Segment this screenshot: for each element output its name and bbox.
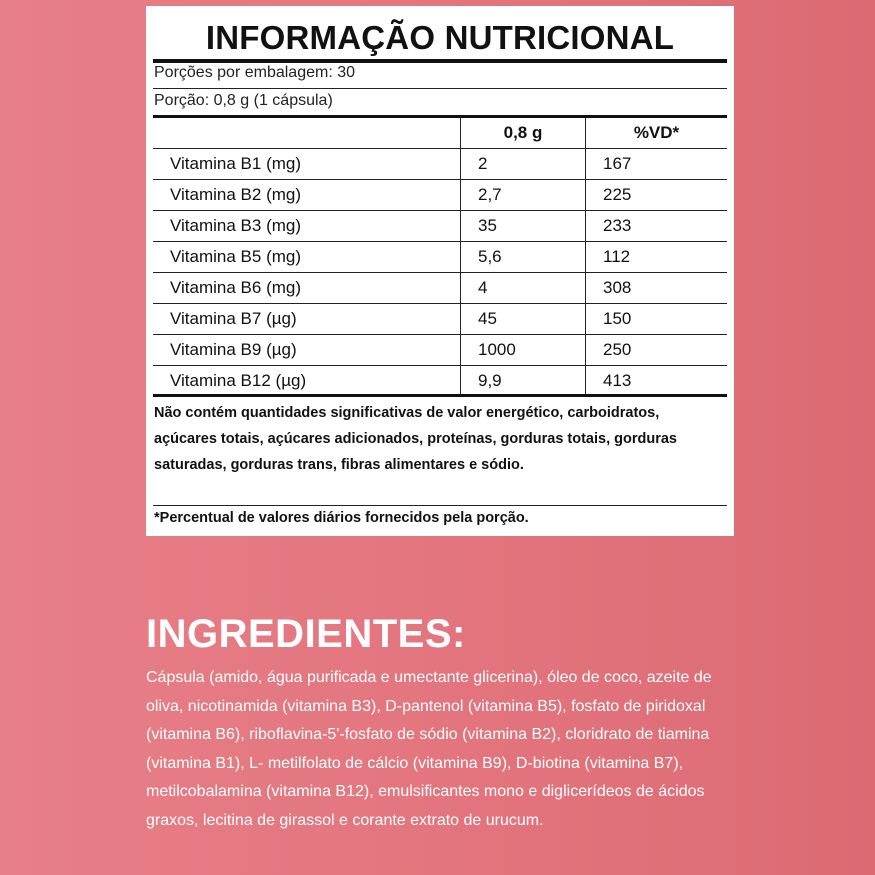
nutrient-amount: 2 (461, 149, 586, 180)
table-row (153, 335, 727, 366)
nutrient-amount: 45 (461, 304, 586, 335)
nutrient-name: Vitamina B7 (µg) (153, 304, 461, 335)
nonsignificant-note: Não contém quantidades significativas de valor energético, carboidratos, açúcares totais, açúcares adicionados, proteínas, gorduras totais, gorduras saturadas, gorduras trans, fibras alimentares e sódio. (154, 405, 677, 473)
nutrient-name: Vitamina B1 (mg) (153, 149, 461, 180)
servings-rule (153, 88, 727, 89)
nutrient-amount: 1000 (461, 335, 586, 366)
table-row (153, 180, 727, 211)
nutrient-vd: 150 (586, 304, 728, 335)
nutrition-table (153, 118, 727, 396)
header-nutrient (153, 118, 461, 149)
table-row (153, 242, 727, 273)
table-row (153, 366, 727, 397)
ingredients-title: INGREDIENTES: (146, 612, 466, 656)
footnote: *Percentual de valores diários fornecidos pela porção. (154, 510, 529, 526)
nutrient-name: Vitamina B9 (µg) (153, 335, 461, 366)
table-row (153, 149, 727, 180)
nutrient-amount: 35 (461, 211, 586, 242)
nutrient-vd: 225 (586, 180, 728, 211)
serving-size: Porção: 0,8 g (1 cápsula) (154, 92, 333, 109)
nutrient-amount: 5,6 (461, 242, 586, 273)
header-amount: 0,8 g (461, 118, 586, 149)
nutrient-amount: 9,9 (461, 366, 586, 397)
nutrient-name: Vitamina B5 (mg) (153, 242, 461, 273)
table-row (153, 304, 727, 335)
table-row (153, 273, 727, 304)
nutrient-amount: 2,7 (461, 180, 586, 211)
nutrient-name: Vitamina B12 (µg) (170, 371, 307, 390)
table-row (153, 211, 727, 242)
nutrient-amount: 4 (461, 273, 586, 304)
nutrient-vd: 112 (586, 242, 728, 273)
header-vd: %VD* (586, 118, 728, 149)
nutrient-vd: 167 (586, 149, 728, 180)
nutrient-name: Vitamina B2 (mg) (153, 180, 461, 211)
nutrient-vd: 413 (586, 366, 728, 397)
table-bottom-rule (153, 394, 727, 397)
nutrient-vd: 233 (586, 211, 728, 242)
servings-per-package: Porções por embalagem: 30 (154, 64, 355, 81)
nutrient-vd: 250 (586, 335, 728, 366)
nutrient-vd: 308 (586, 273, 728, 304)
nutrient-name: Vitamina B3 (mg) (153, 211, 461, 242)
table-header-row (153, 118, 727, 149)
ingredients-text: Cápsula (amido, água purificada e umectante glicerina), óleo de coco, azeite de oliva, nicotinamida (vitamina B3), D-pantenol (vitamina B5), fosfato de piridoxal (vitamina B6), riboflavina-5'-fosfato de sódio (vitamina B2), cloridrato de tiamina (vitamina B1), L- metilfolato de cálcio (vitamina B9), D-biotina (vitamina B7), metilcobalamina (vitamina B12), emulsificantes mono e diglicerídeos de ácidos graxos, lecitina de girassol e corante extrato de urucum. (146, 669, 712, 829)
nutrition-title: INFORMAÇÃO NUTRICIONAL (205, 19, 675, 56)
nutrition-facts-label (146, 6, 734, 536)
nutrient-name: Vitamina B6 (mg) (153, 273, 461, 304)
